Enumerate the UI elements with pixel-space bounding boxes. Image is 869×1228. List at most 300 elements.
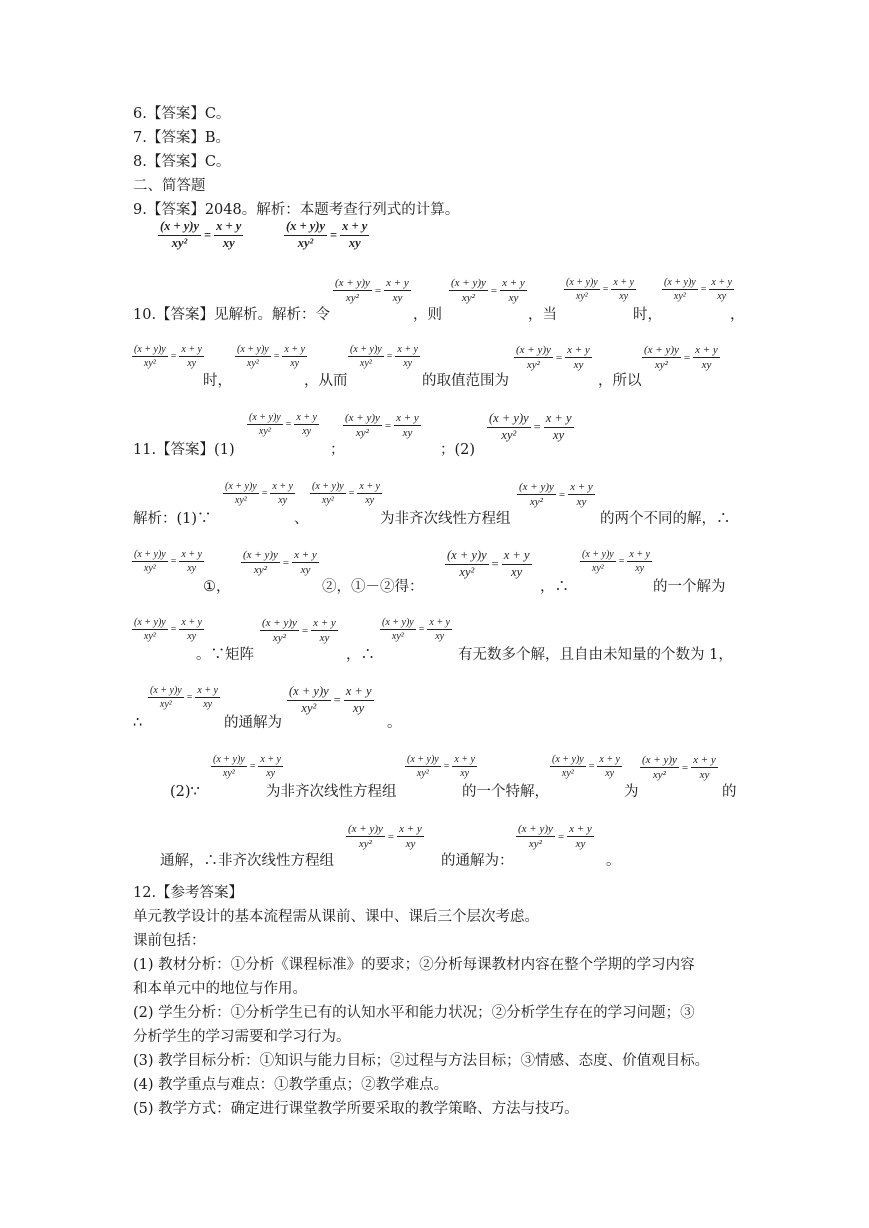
fraction-denominator: xy: [460, 768, 470, 779]
text-fragment: ，从而: [304, 373, 348, 389]
fraction-denominator: xy²: [528, 838, 542, 851]
fraction-denominator: xy: [553, 427, 565, 442]
fraction-right: [311, 617, 338, 644]
equals-sign: =: [602, 284, 609, 295]
fraction-denominator: xy: [187, 563, 197, 574]
text-fragment: 的两个不同的解，∴: [600, 511, 731, 527]
equals-sign: =: [261, 488, 268, 499]
fraction-right: [384, 277, 411, 304]
equals-sign: =: [301, 624, 309, 637]
equals-sign: =: [384, 419, 392, 432]
fraction-numerator: (x + y)y: [150, 685, 182, 696]
equals-sign: =: [282, 556, 290, 569]
text-fragment: 。∵矩阵: [196, 647, 254, 663]
fraction-right: [627, 549, 652, 574]
text-fragment: 的一个解为: [653, 579, 726, 595]
fraction-left: [158, 220, 201, 251]
equals-sign: =: [374, 284, 382, 297]
fraction-denominator: xy²: [591, 563, 604, 574]
fraction-numerator: (x + y)y: [407, 754, 439, 765]
formula-image: [640, 754, 718, 781]
fraction-numerator: x + y: [454, 754, 475, 765]
fraction-numerator: (x + y)y: [284, 220, 327, 236]
fraction-numerator: (x + y)y: [449, 277, 488, 291]
formula-image: [247, 412, 319, 437]
fraction-right: [502, 549, 532, 580]
fraction-right: [394, 412, 421, 439]
text-fragment: ，所以: [598, 373, 642, 389]
fraction-right: [179, 344, 204, 369]
fraction-denominator: xy²: [501, 427, 517, 442]
fraction-denominator: xy²: [459, 564, 475, 579]
formula-image: [580, 549, 652, 574]
fraction-right: [292, 549, 319, 576]
fraction-left: [333, 277, 372, 304]
paragraph-line: (5) 教学方式：确定进行课堂教学所要采取的教学策略、方法与技巧。: [133, 1101, 579, 1117]
equals-sign: =: [533, 419, 541, 434]
text-fragment: 时，: [203, 373, 232, 389]
text-fragment: 有无数多个解，且自由未知量的个数为 1，: [458, 647, 733, 663]
answer-12-label: 12.【参考答案】: [133, 885, 244, 901]
fraction-denominator: xy: [699, 769, 710, 782]
fraction-denominator: xy²: [143, 358, 156, 369]
fraction-left: [211, 754, 247, 779]
fraction-numerator: (x + y)y: [225, 481, 257, 492]
equals-sign: =: [700, 284, 707, 295]
fraction-denominator: xy²: [272, 632, 286, 645]
fraction-right: [357, 481, 382, 506]
fraction-denominator: xy²: [222, 768, 235, 779]
fraction-numerator: (x + y)y: [134, 344, 166, 355]
fraction-numerator: (x + y)y: [517, 481, 556, 495]
equals-sign: =: [618, 556, 625, 567]
fraction-numerator: (x + y)y: [134, 617, 166, 628]
fraction-numerator: x + y: [429, 617, 450, 628]
fraction-left: [343, 412, 382, 439]
fraction-left: [517, 481, 556, 508]
fraction-numerator: (x + y)y: [158, 220, 201, 236]
fraction-denominator: xy: [392, 292, 403, 305]
fraction-numerator: x + y: [502, 549, 532, 565]
equals-sign: =: [491, 556, 499, 571]
fraction-numerator: (x + y)y: [260, 617, 299, 631]
equals-sign: =: [386, 351, 393, 362]
equals-sign: =: [681, 761, 689, 774]
fraction-numerator: x + y: [292, 549, 319, 563]
fraction-left: [346, 823, 385, 850]
paragraph-line: (1) 教材分析：①分析《课程标准》的要求；②分析每课教材内容在整个学期的学习内容: [133, 957, 695, 973]
fraction-left: [580, 549, 616, 574]
fraction-left: [380, 617, 416, 642]
fraction-denominator: xy²: [391, 631, 404, 642]
fraction-numerator: x + y: [397, 344, 418, 355]
equals-sign: =: [348, 488, 355, 499]
fraction-denominator: xy²: [171, 235, 188, 250]
fraction-left: [148, 685, 184, 710]
paragraph-line: (4) 教学重点与难点：①教学重点；②教学难点。: [133, 1077, 449, 1093]
fraction-numerator: x + y: [500, 277, 527, 291]
fraction-denominator: xy: [605, 768, 615, 779]
fraction-numerator: x + y: [340, 220, 369, 236]
fraction-numerator: x + y: [181, 344, 202, 355]
equals-sign: =: [443, 761, 450, 772]
formula-image: [348, 344, 420, 369]
paragraph-line: 分析学生的学习需要和学习行为。: [133, 1029, 351, 1045]
fraction-left: [241, 549, 280, 576]
fraction-numerator: (x + y)y: [566, 277, 598, 288]
fraction-numerator: (x + y)y: [487, 412, 531, 428]
text-fragment: ∴: [133, 715, 143, 731]
fraction-denominator: xy²: [321, 495, 334, 506]
fraction-right: [709, 277, 734, 302]
fraction-denominator: xy²: [143, 563, 156, 574]
text-fragment: 。: [606, 853, 621, 869]
text-fragment: ①，: [203, 579, 231, 595]
equals-sign: =: [333, 692, 341, 707]
paragraph-line: 课前包括：: [133, 933, 206, 949]
formula-image: [550, 754, 622, 779]
equals-sign: =: [186, 692, 193, 703]
fraction-numerator: x + y: [311, 617, 338, 631]
fraction-numerator: (x + y)y: [350, 344, 382, 355]
fraction-numerator: x + y: [296, 412, 317, 423]
text-fragment: 的取值范围为: [422, 373, 509, 389]
fraction-left: [132, 617, 168, 642]
fraction-numerator: (x + y)y: [552, 754, 584, 765]
equals-sign: =: [170, 556, 177, 567]
answer-10-label: 10.【答案】见解析。解析：令: [133, 307, 331, 323]
formula-image: [517, 481, 595, 508]
fraction-denominator: xy: [203, 699, 213, 710]
formula-image: [284, 220, 369, 251]
fraction-left: [516, 823, 555, 850]
formula-image: [158, 220, 243, 251]
fraction-denominator: xy: [353, 700, 365, 715]
text-fragment: 为非齐次线性方程组: [266, 784, 397, 800]
fraction-denominator: xy: [573, 359, 584, 372]
formula-image: [642, 344, 720, 371]
fraction-denominator: xy: [508, 292, 519, 305]
fraction-right: [294, 412, 319, 437]
fraction-numerator: (x + y)y: [382, 617, 414, 628]
fraction-denominator: xy²: [416, 768, 429, 779]
text-fragment: 、: [294, 511, 309, 527]
fraction-numerator: x + y: [394, 412, 421, 426]
fraction-denominator: xy: [319, 632, 330, 645]
fraction-denominator: xy: [435, 631, 445, 642]
fraction-denominator: xy²: [301, 700, 317, 715]
fraction-left: [550, 754, 586, 779]
text-fragment: 为非齐次线性方程组: [380, 511, 511, 527]
fraction-denominator: xy²: [345, 292, 359, 305]
equals-sign: =: [204, 227, 212, 242]
fraction-numerator: (x + y)y: [237, 344, 269, 355]
fraction-numerator: x + y: [181, 617, 202, 628]
fraction-left: [348, 344, 384, 369]
fraction-left: [310, 481, 346, 506]
fraction-denominator: xy²: [297, 235, 314, 250]
text-fragment: 的一个特解，: [462, 784, 549, 800]
fraction-denominator: xy: [717, 291, 727, 302]
fraction-denominator: xy²: [673, 291, 686, 302]
paragraph-line: 单元教学设计的基本流程需从课前、课中、课后三个层次考虑。: [133, 909, 539, 925]
fraction-numerator: (x + y)y: [213, 754, 245, 765]
fraction-numerator: x + y: [691, 754, 718, 768]
answer-11-label: 11.【答案】(1): [133, 442, 235, 458]
fraction-numerator: (x + y)y: [287, 685, 331, 701]
fraction-numerator: x + y: [214, 220, 243, 236]
fraction-denominator: xy: [402, 427, 413, 440]
fraction-denominator: xy: [302, 426, 312, 437]
fraction-denominator: xy: [300, 564, 311, 577]
fraction-denominator: xy²: [234, 495, 247, 506]
formula-image: [346, 823, 424, 850]
formula-image: [405, 754, 477, 779]
equals-sign: =: [170, 624, 177, 635]
fraction-denominator: xy²: [461, 292, 475, 305]
fraction-numerator: (x + y)y: [582, 549, 614, 560]
fraction-denominator: xy²: [253, 564, 267, 577]
fraction-numerator: x + y: [567, 823, 594, 837]
text-fragment: ；: [330, 442, 345, 458]
formula-image: [445, 549, 532, 580]
equals-sign: =: [387, 830, 395, 843]
fraction-right: [179, 549, 204, 574]
fraction-denominator: xy: [187, 358, 197, 369]
fraction-right: [452, 754, 477, 779]
fraction-numerator: (x + y)y: [664, 277, 696, 288]
formula-image: [132, 549, 204, 574]
fraction-denominator: xy²: [246, 358, 259, 369]
text-fragment: ；(2): [440, 442, 476, 458]
fraction-left: [445, 549, 489, 580]
equals-sign: =: [557, 830, 565, 843]
fraction-numerator: x + y: [693, 344, 720, 358]
paragraph-line: (2) 学生分析：①分析学生已有的认知水平和能力状况；②分析学生存在的学习问题；③: [133, 1005, 695, 1021]
fraction-left: [235, 344, 271, 369]
text-fragment: 的通解为: [224, 715, 282, 731]
fraction-denominator: xy: [701, 359, 712, 372]
text-fragment: ，则: [413, 307, 442, 323]
text-fragment: ，当: [528, 307, 557, 323]
fraction-denominator: xy: [403, 358, 413, 369]
fraction-numerator: (x + y)y: [249, 412, 281, 423]
equals-sign: =: [418, 624, 425, 635]
fraction-left: [260, 617, 299, 644]
equals-sign: =: [490, 284, 498, 297]
fraction-denominator: xy: [290, 358, 300, 369]
fraction-denominator: xy²: [159, 699, 172, 710]
fraction-numerator: (x + y)y: [642, 344, 681, 358]
formula-image: [241, 549, 319, 576]
fraction-right: [691, 754, 718, 781]
formula-image: [514, 344, 592, 371]
text-fragment: 通解，∴非齐次线性方程组: [160, 853, 334, 869]
formula-image: [449, 277, 527, 304]
fraction-numerator: x + y: [384, 277, 411, 291]
fraction-denominator: xy: [619, 291, 629, 302]
fraction-right: [693, 344, 720, 371]
section-heading: 二、简答题: [133, 178, 206, 194]
fraction-numerator: x + y: [613, 277, 634, 288]
formula-image: [310, 481, 382, 506]
text-fragment: ②，①－②得：: [322, 579, 424, 595]
formula-image: [132, 617, 204, 642]
fraction-left: [514, 344, 553, 371]
fraction-right: [214, 220, 243, 251]
fraction-left: [564, 277, 600, 302]
fraction-right: [270, 481, 295, 506]
fraction-numerator: (x + y)y: [312, 481, 344, 492]
equals-sign: =: [249, 761, 256, 772]
fraction-right: [567, 823, 594, 850]
fraction-right: [611, 277, 636, 302]
equals-sign: =: [555, 351, 563, 364]
fraction-numerator: x + y: [181, 549, 202, 560]
fraction-left: [640, 754, 679, 781]
fraction-left: [287, 685, 331, 716]
fraction-numerator: (x + y)y: [514, 344, 553, 358]
fraction-numerator: (x + y)y: [640, 754, 679, 768]
equals-sign: =: [273, 351, 280, 362]
fraction-numerator: (x + y)y: [445, 549, 489, 565]
formula-image: [132, 344, 204, 369]
fraction-left: [223, 481, 259, 506]
fraction-numerator: (x + y)y: [516, 823, 555, 837]
fraction-right: [195, 685, 220, 710]
formula-image: [223, 481, 295, 506]
text-fragment: ，: [730, 307, 745, 323]
formula-image: [380, 617, 452, 642]
answer-9: 9.【答案】2048。解析：本题考查行列式的计算。: [133, 202, 460, 218]
fraction-numerator: x + y: [629, 549, 650, 560]
fraction-denominator: xy²: [575, 291, 588, 302]
formula-image: [333, 277, 411, 304]
fraction-right: [397, 823, 424, 850]
fraction-numerator: (x + y)y: [346, 823, 385, 837]
fraction-denominator: xy: [576, 496, 587, 509]
fraction-right: [427, 617, 452, 642]
fraction-right: [344, 685, 374, 716]
text-fragment: 的通解为：: [441, 853, 514, 869]
fraction-right: [544, 412, 574, 443]
fraction-denominator: xy: [222, 235, 235, 250]
fraction-denominator: xy: [278, 495, 288, 506]
fraction-denominator: xy: [635, 563, 645, 574]
fraction-denominator: xy: [405, 838, 416, 851]
fraction-denominator: xy²: [652, 769, 666, 782]
formula-image: [487, 412, 574, 443]
answer-8: 8.【答案】C。: [133, 154, 231, 170]
fraction-denominator: xy: [266, 768, 276, 779]
formula-image: [148, 685, 220, 710]
text-fragment: 解析：(1)∵: [133, 511, 212, 527]
formula-image: [260, 617, 338, 644]
fraction-numerator: (x + y)y: [343, 412, 382, 426]
equals-sign: =: [170, 351, 177, 362]
fraction-numerator: x + y: [359, 481, 380, 492]
formula-image: [564, 277, 636, 302]
fraction-left: [132, 344, 168, 369]
fraction-denominator: xy²: [355, 427, 369, 440]
fraction-right: [395, 344, 420, 369]
equals-sign: =: [683, 351, 691, 364]
fraction-denominator: xy²: [358, 838, 372, 851]
fraction-denominator: xy²: [143, 631, 156, 642]
answer-6: 6.【答案】C。: [133, 106, 231, 122]
fraction-right: [258, 754, 283, 779]
fraction-denominator: xy: [348, 235, 361, 250]
formula-image: [287, 685, 374, 716]
fraction-numerator: x + y: [568, 481, 595, 495]
formula-image: [662, 277, 734, 302]
formula-image: [516, 823, 594, 850]
equals-sign: =: [588, 761, 595, 772]
text-fragment: ，∴: [346, 647, 375, 663]
formula-image: [343, 412, 421, 439]
equals-sign: =: [285, 419, 292, 430]
text-fragment: 时，: [633, 307, 662, 323]
fraction-denominator: xy²: [561, 768, 574, 779]
paragraph-line: (3) 教学目标分析：①知识与能力目标；②过程与方法目标；③情感、态度、价值观目标。: [133, 1053, 710, 1069]
fraction-numerator: x + y: [197, 685, 218, 696]
text-fragment: 。: [387, 715, 402, 731]
fraction-right: [565, 344, 592, 371]
fraction-numerator: x + y: [260, 754, 281, 765]
fraction-denominator: xy: [511, 564, 523, 579]
fraction-numerator: x + y: [544, 412, 574, 428]
fraction-left: [247, 412, 283, 437]
fraction-left: [132, 549, 168, 574]
fraction-numerator: (x + y)y: [134, 549, 166, 560]
fraction-denominator: xy: [187, 631, 197, 642]
fraction-denominator: xy: [365, 495, 375, 506]
fraction-right: [282, 344, 307, 369]
text-fragment: 的: [722, 784, 737, 800]
fraction-numerator: x + y: [344, 685, 374, 701]
fraction-denominator: xy²: [529, 496, 543, 509]
text-fragment: 为: [624, 784, 639, 800]
fraction-numerator: x + y: [284, 344, 305, 355]
formula-image: [235, 344, 307, 369]
fraction-right: [179, 617, 204, 642]
fraction-numerator: x + y: [565, 344, 592, 358]
fraction-numerator: (x + y)y: [241, 549, 280, 563]
fraction-right: [597, 754, 622, 779]
equals-sign: =: [330, 227, 338, 242]
fraction-left: [487, 412, 531, 443]
formula-image: [211, 754, 283, 779]
fraction-denominator: xy²: [654, 359, 668, 372]
fraction-left: [405, 754, 441, 779]
fraction-right: [568, 481, 595, 508]
fraction-numerator: x + y: [711, 277, 732, 288]
fraction-numerator: x + y: [397, 823, 424, 837]
fraction-numerator: (x + y)y: [333, 277, 372, 291]
fraction-numerator: x + y: [272, 481, 293, 492]
fraction-numerator: x + y: [599, 754, 620, 765]
fraction-left: [642, 344, 681, 371]
fraction-denominator: xy: [575, 838, 586, 851]
fraction-denominator: xy²: [258, 426, 271, 437]
fraction-left: [662, 277, 698, 302]
fraction-left: [284, 220, 327, 251]
text-fragment: ，∴: [540, 579, 569, 595]
text-fragment: (2)∵: [170, 784, 200, 800]
answer-7: 7.【答案】B。: [133, 130, 230, 146]
fraction-denominator: xy²: [359, 358, 372, 369]
fraction-left: [449, 277, 488, 304]
